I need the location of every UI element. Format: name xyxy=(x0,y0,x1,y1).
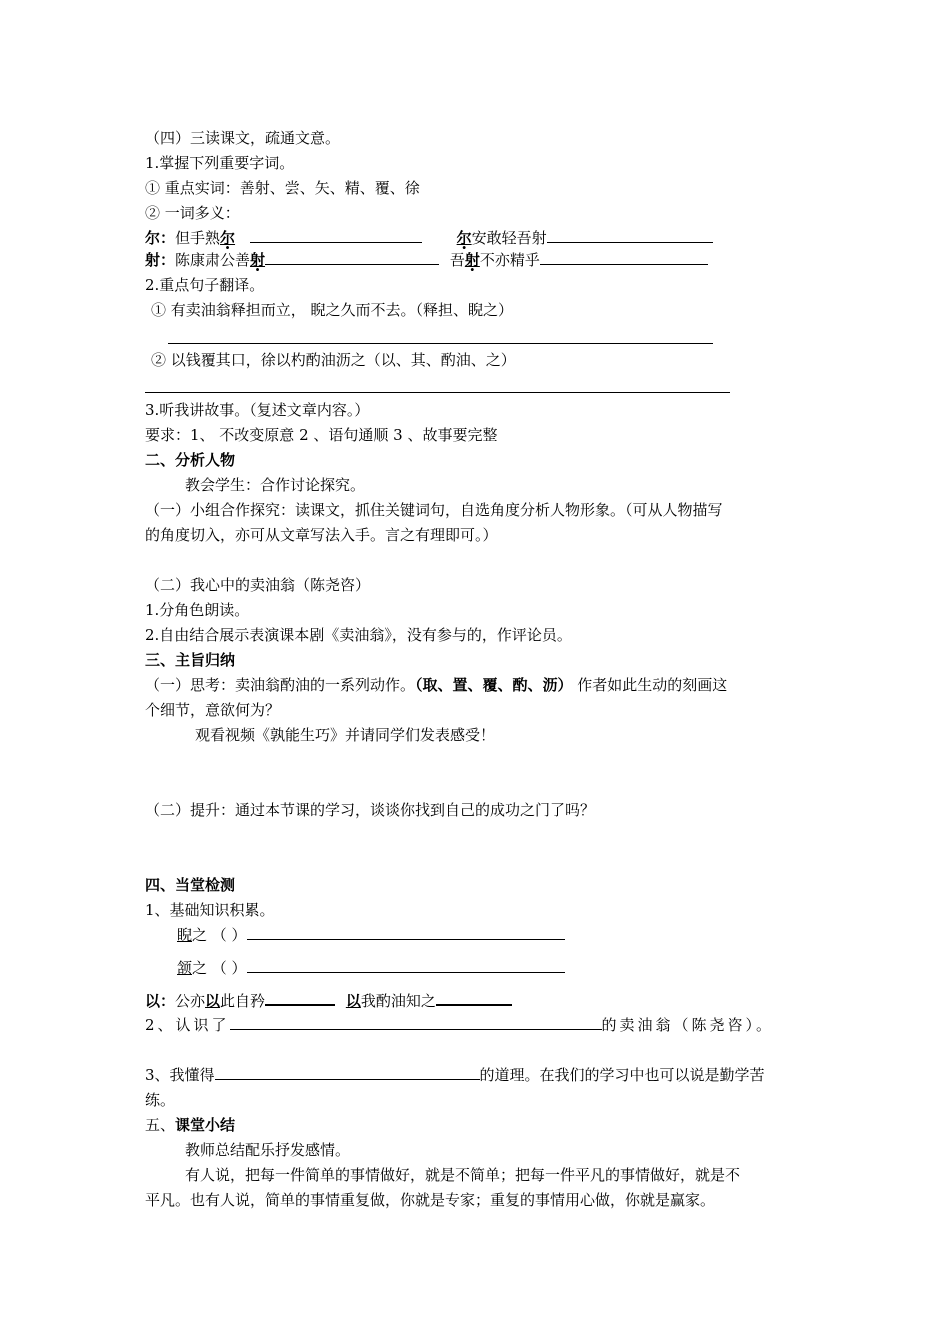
think-text-c: 作者如此生动的刻画这 xyxy=(572,676,728,694)
improve-question: （二）提升：通过本节课的学习，谈谈你找到自己的成功之门了吗？ xyxy=(145,801,596,819)
ni-answer[interactable] xyxy=(247,925,565,940)
ni-char: 睨 xyxy=(177,926,193,944)
story-requirements: 要求：1、 不改变原意 2 、语句通顺 3 、故事要完整 xyxy=(145,426,498,444)
watch-video: 观看视频《孰能生巧》并请同学们发表感受！ xyxy=(195,726,496,744)
group-work-line-1: （一）小组合作探究：读课文，抓住关键词句，自选角度分析人物形象。（可从人物描写 xyxy=(145,501,723,519)
she-char-1: 射 xyxy=(250,251,266,269)
think-line-1 xyxy=(145,675,727,695)
polysemy-label: ② 一词多义： xyxy=(145,204,240,222)
she-answer-1[interactable] xyxy=(265,250,439,265)
er-answer-2[interactable] xyxy=(547,228,713,243)
understand-answer[interactable] xyxy=(215,1065,480,1080)
han-row xyxy=(177,958,565,978)
er-char-1: 尔 xyxy=(220,229,236,247)
han-paren: 之 （ ） xyxy=(192,959,247,977)
basic-knowledge: 1、基础知识积累。 xyxy=(145,901,275,919)
drama-performance: 2.自由结合展示表演课本剧《卖油翁》，没有参与的，作评论员。 xyxy=(145,626,572,644)
know-row xyxy=(145,1015,774,1035)
er-example-2: 安敢轻吾射 xyxy=(471,229,547,247)
yi-row xyxy=(145,990,512,1011)
understand-suffix: 的道理。在我们的学习中也可以说是勤学苦 xyxy=(479,1066,765,1084)
she-row xyxy=(145,250,708,270)
she-answer-2[interactable] xyxy=(540,250,708,265)
understand-row xyxy=(145,1065,765,1085)
teach-students: 教会学生：合作讨论探究。 xyxy=(185,476,366,494)
know-prefix: 2、认识了 xyxy=(145,1016,230,1034)
understand-line-2: 练。 xyxy=(145,1091,176,1109)
yi-char-1: 以 xyxy=(205,992,221,1010)
yi-answer-1[interactable] xyxy=(265,990,335,1006)
han-char: 颔 xyxy=(177,959,193,977)
er-char-2: 尔 xyxy=(456,229,472,247)
closing-line-2: 平凡。也有人说，简单的事情重复做，你就是专家；重复的事情用心做，你就是赢家。 xyxy=(145,1191,716,1209)
er-label: 尔： xyxy=(145,229,176,247)
she-label: 射： xyxy=(145,251,176,269)
ni-paren: 之 （ ） xyxy=(192,926,247,944)
she-example-2a: 吾 xyxy=(449,251,465,269)
yi-example-1b: 此自矜 xyxy=(220,992,266,1010)
yi-answer-2[interactable] xyxy=(436,990,512,1006)
know-answer[interactable] xyxy=(230,1015,602,1030)
yi-example-1a: 公亦 xyxy=(175,992,206,1010)
key-words: ① 重点实词：善射、尝、矢、精、覆、徐 xyxy=(145,179,420,197)
han-answer[interactable] xyxy=(247,958,565,973)
vocab-title: 1.掌握下列重要字词。 xyxy=(145,154,295,172)
know-suffix: 的卖油翁（陈尧咨）。 xyxy=(601,1016,775,1034)
think-line-2: 个细节，意欲何为？ xyxy=(145,701,281,719)
yi-label: 以： xyxy=(145,992,176,1010)
she-example-1: 陈康肃公善 xyxy=(175,251,251,269)
group-work-line-2: 的角度切入，亦可从文章写法入手。言之有理即可。） xyxy=(145,526,498,544)
role-reading: 1.分角色朗读。 xyxy=(145,601,250,619)
think-actions: （取、置、覆、酌、沥） xyxy=(415,676,573,694)
er-row xyxy=(145,228,713,248)
yi-example-2: 我酌油知之 xyxy=(360,992,436,1010)
sentence-2: ② 以钱覆其口，徐以杓酌油沥之（以、其、酌油、之） xyxy=(151,351,516,369)
part5-title: 课堂小结 xyxy=(175,1116,236,1134)
part5-heading xyxy=(145,1115,235,1135)
ni-row xyxy=(177,925,565,945)
yi-char-2: 以 xyxy=(345,992,361,1010)
she-char-2: 射 xyxy=(464,251,480,269)
sentence-1-answer-line[interactable] xyxy=(168,343,713,344)
teacher-summary: 教师总结配乐抒发感情。 xyxy=(185,1141,351,1159)
er-answer-1[interactable] xyxy=(250,228,422,243)
part4-heading: 四、当堂检测 xyxy=(145,876,236,894)
think-text-a: （一）思考：卖油翁酌油的一系列动作。 xyxy=(145,676,416,694)
story-title: 3.听我讲故事。（复述文章内容。） xyxy=(145,401,370,419)
my-oil-seller: （二）我心中的卖油翁（陈尧咨） xyxy=(145,576,371,594)
closing-line-1: 有人说，把每一件简单的事情做好，就是不简单；把每一件平凡的事情做好，就是不 xyxy=(185,1166,741,1184)
section4-heading: （四）三读课文，疏通文意。 xyxy=(145,129,341,147)
sentence-2-answer-line[interactable] xyxy=(145,392,730,393)
part5-number: 五、 xyxy=(145,1116,176,1134)
er-example-1: 但手熟 xyxy=(175,229,221,247)
she-example-2b: 不亦精乎 xyxy=(479,251,540,269)
part3-heading: 三、主旨归纳 xyxy=(145,651,236,669)
translate-title: 2.重点句子翻译。 xyxy=(145,276,265,294)
understand-prefix: 3、我懂得 xyxy=(145,1066,215,1084)
sentence-1: ① 有卖油翁释担而立， 睨之久而不去。（释担、睨之） xyxy=(151,301,514,319)
part2-heading: 二、分析人物 xyxy=(145,451,236,469)
